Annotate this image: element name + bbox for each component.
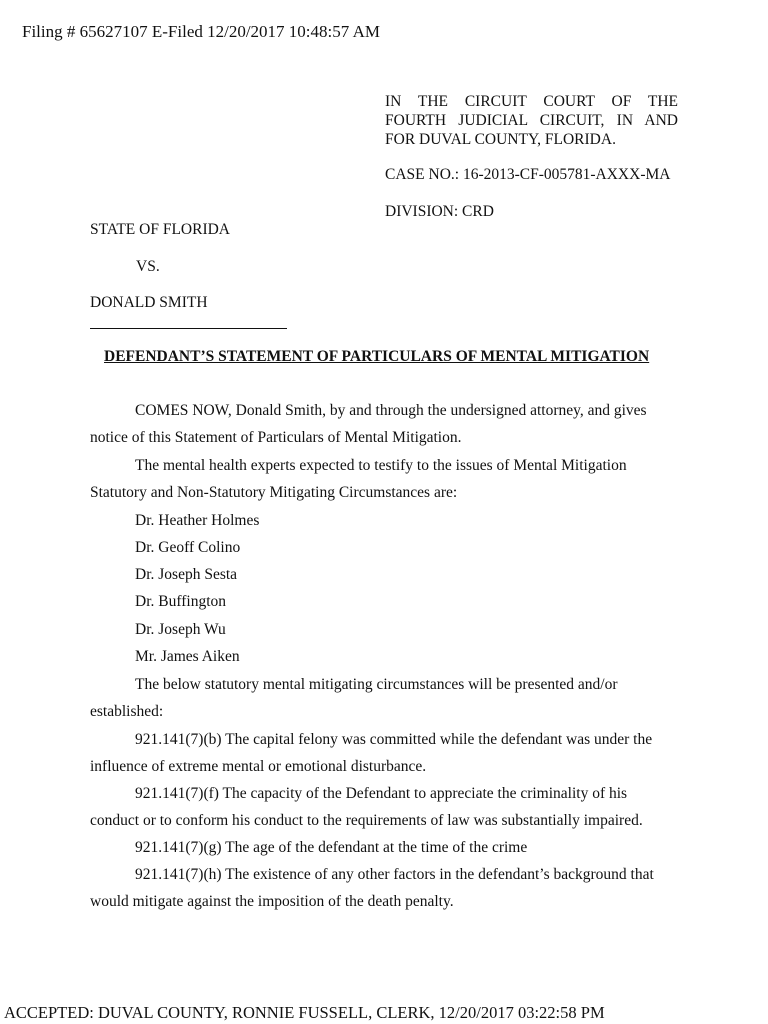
circumstance-item: 921.141(7)(g) The age of the defendant at the time of the crime (135, 839, 528, 856)
versus-label: VS. (136, 258, 160, 275)
court-line: FOR DUVAL COUNTY, FLORIDA. (385, 131, 616, 148)
court-line: IN THE CIRCUIT COURT OF THE (385, 93, 678, 110)
court-line: FOURTH JUDICIAL CIRCUIT, IN AND (385, 112, 678, 129)
expert-item: Dr. Joseph Sesta (135, 566, 238, 583)
case-number: CASE NO.: 16-2013-CF-005781-AXXX-MA (385, 166, 671, 183)
circumstance-item: 921.141(7)(b) The capital felony was committed while the defendant was under the influence of extreme mental or emotional disturbance. (90, 731, 653, 776)
court-caption (385, 92, 678, 149)
intro-paragraph: COMES NOW, Donald Smith, by and through the undersigned attorney, and gives notice of this Statement of Particulars of Mental Mitigation. (90, 402, 647, 447)
defendant-name: DONALD SMITH (90, 294, 208, 311)
filing-stamp: Filing # 65627107 E-Filed 12/20/2017 10:48:57 AM (22, 22, 380, 41)
expert-item: Dr. Geoff Colino (135, 539, 241, 556)
circumstance-item: 921.141(7)(h) The existence of any other factors in the defendant’s background that would mitigate against the imposition of the death penalty. (90, 866, 654, 911)
circumstance-item: 921.141(7)(f) The capacity of the Defendant to appreciate the criminality of his conduct or to conform his conduct to the requirements of law was substantially impaired. (90, 785, 643, 830)
division: DIVISION: CRD (385, 203, 494, 220)
plaintiff-name: STATE OF FLORIDA (90, 221, 230, 238)
expert-item: Dr. Joseph Wu (135, 621, 226, 638)
experts-intro-paragraph: The mental health experts expected to testify to the issues of Mental Mitigation Statutory and Non-Statutory Mitigating Circumstances are: (90, 457, 627, 502)
caption-divider (90, 328, 287, 329)
circumstances-intro-paragraph: The below statutory mental mitigating circumstances will be presented and/or established: (90, 676, 618, 721)
expert-item: Dr. Heather Holmes (135, 512, 260, 529)
expert-item: Dr. Buffington (135, 593, 226, 610)
expert-item: Mr. James Aiken (135, 648, 240, 665)
accepted-stamp: ACCEPTED: DUVAL COUNTY, RONNIE FUSSELL, CLERK, 12/20/2017 03:22:58 PM (4, 1003, 605, 1022)
document-title: DEFENDANT’S STATEMENT OF PARTICULARS OF MENTAL MITIGATION (104, 348, 650, 365)
